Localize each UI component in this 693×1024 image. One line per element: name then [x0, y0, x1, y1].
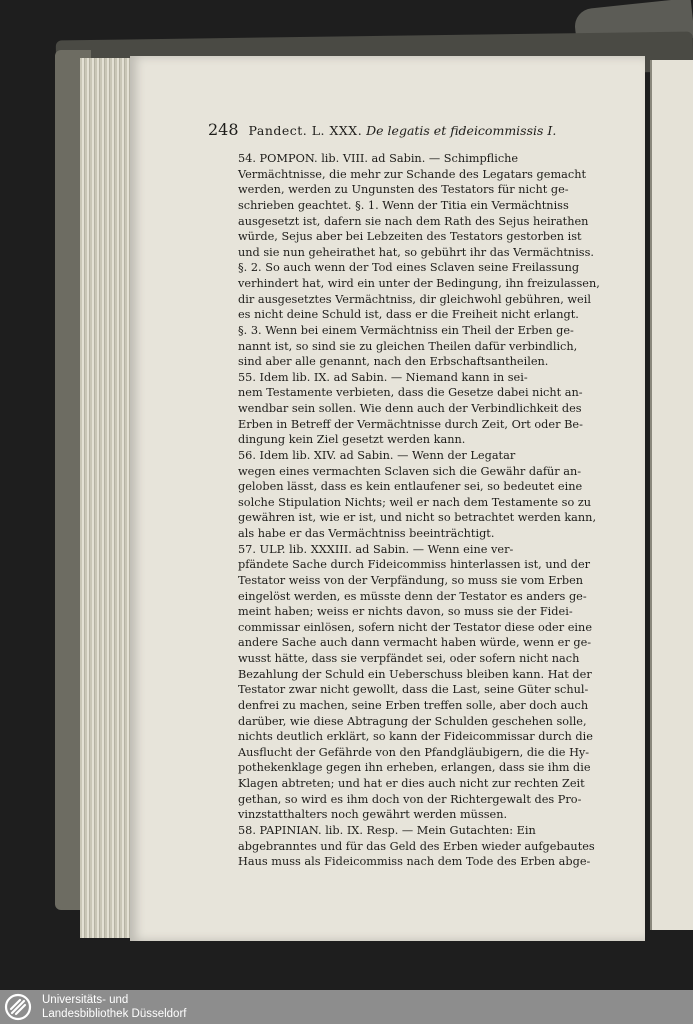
text-line: darüber, wie diese Abtragung der Schulden geschehen solle,: [238, 714, 587, 728]
running-head: [208, 120, 608, 141]
paragraph: [208, 370, 608, 448]
text-line: ausgesetzt ist, dafern sie nach dem Rath des Sejus heirathen: [238, 214, 589, 228]
text-line: verhindert hat, wird ein unter der Bedingung, ihn freizulassen,: [238, 277, 600, 290]
page-number: 248: [208, 120, 239, 139]
text-line: es nicht deine Schuld ist, dass er die Freiheit nicht erlangt.: [238, 308, 579, 322]
text-line: sind aber alle genannt, nach den Erbschaftsantheilen.: [238, 355, 549, 369]
text-line: pothekenklage gegen ihn erheben, erlangen, dass sie ihm die: [238, 761, 591, 775]
paragraphs: [208, 151, 608, 870]
paragraph: [208, 448, 608, 542]
running-head-book: Pandect. L. XXX.: [248, 123, 363, 138]
text-line: andere Sache auch dann vermacht haben würde, wenn er ge-: [238, 636, 592, 650]
text-line: gethan, so wird es ihm doch von der Richtergewalt des Pro-: [238, 792, 582, 806]
text-line: Klagen abtreten; und hat er dies auch nicht zur rechten Zeit: [238, 777, 585, 790]
text-line: 58. PAPINIAN. lib. IX. Resp. — Mein Gutachten: Ein: [238, 823, 536, 837]
text-line: 56. Idem lib. XIV. ad Sabin. — Wenn der Legatar: [238, 448, 516, 462]
text-line: Ausflucht der Gefährde von den Pfandgläubigern, die die Hy-: [238, 745, 590, 759]
text-line: vinzstatthalters noch gewährt werden müssen.: [238, 808, 508, 822]
text-line: Haus muss als Fideicommiss nach dem Tode des Erben abge-: [238, 855, 591, 869]
text-line: als habe er das Vermächtniss beeinträchtigt.: [238, 527, 495, 540]
text-line: 57. ULP. lib. XXXIII. ad Sabin. — Wenn eine ver-: [238, 542, 514, 556]
text-line: commissar einlösen, sofern nicht der Testator diese oder eine: [238, 620, 592, 634]
library-name[interactable]: [42, 993, 186, 1021]
text-line: pfändete Sache durch Fideicommiss hinterlassen ist, und der: [238, 558, 591, 572]
text-line: nem Testamente verbieten, dass die Gesetze dabei nicht an-: [238, 386, 583, 400]
text-line: solche Stipulation Nichts; weil er nach dem Testamente so zu: [238, 495, 592, 509]
library-name-line2: Landesbibliothek Düsseldorf: [42, 1008, 187, 1020]
text-line: 55. Idem lib. IX. ad Sabin. — Niemand kann in sei-: [238, 370, 528, 384]
text-line: Testator weiss von der Verpfändung, so muss sie vom Erben: [238, 573, 584, 587]
text-line: dingung kein Ziel gesetzt werden kann.: [238, 433, 466, 447]
text-line: dir ausgesetztes Vermächtniss, dir gleichwohl gebühren, weil: [238, 292, 591, 306]
paragraph: [208, 542, 608, 823]
text-line: würde, Sejus aber bei Lebzeiten des Testators gestorben ist: [238, 230, 582, 244]
text-line: Erben in Betreff der Vermächtnisse durch Zeit, Ort oder Be-: [238, 417, 583, 431]
library-logo-icon[interactable]: [4, 993, 32, 1021]
text-line: denfrei zu machen, seine Erben treffen solle, aber doch auch: [238, 698, 589, 712]
text-line: §. 3. Wenn bei einem Vermächtniss ein Theil der Erben ge-: [238, 323, 574, 337]
text-line: nannt ist, so sind sie zu gleichen Theilen dafür verbindlich,: [238, 339, 578, 353]
text-line: meint haben; weiss er nichts davon, so muss sie der Fidei-: [238, 605, 573, 619]
text-line: §. 2. So auch wenn der Tod eines Sclaven seine Freilassung: [238, 261, 580, 275]
facing-page-edge: [650, 60, 693, 930]
running-head-title: De legatis et fideicommissis I.: [366, 123, 557, 138]
text-line: geloben lässt, dass es kein entlaufener sei, so bedeutet eine: [238, 480, 583, 494]
text-line: gewähren ist, wie er ist, und nicht so betrachtet werden kann,: [238, 511, 597, 525]
text-line: nichts deutlich erklärt, so kann der Fideicommissar durch die: [238, 730, 593, 744]
text-line: wusst hätte, dass sie verpfändet sei, oder sofern nicht nach: [238, 652, 580, 665]
text-line: Testator zwar nicht gewollt, dass die Last, seine Güter schul-: [238, 683, 589, 697]
library-name-line1: Universitäts- und: [42, 994, 129, 1006]
text-line: eingelöst werden, es müsste denn der Testator es anders ge-: [238, 589, 587, 603]
text-line: schrieben geachtet. §. 1. Wenn der Titia ein Vermächtniss: [238, 198, 569, 212]
text-line: werden, werden zu Ungunsten des Testators für nicht ge-: [238, 183, 569, 197]
page-text: [208, 120, 608, 870]
paragraph: [208, 151, 608, 370]
text-line: Vermächtnisse, die mehr zur Schande des Legatars gemacht: [238, 167, 587, 181]
text-line: wendbar sein sollen. Wie denn auch der Verbindlichkeit des: [238, 402, 582, 415]
text-line: und sie nun geheirathet hat, so gebührt ihr das Vermächtniss.: [238, 245, 594, 259]
text-line: 54. POMPON. lib. VIII. ad Sabin. — Schimpfliche: [238, 152, 519, 165]
text-line: Bezahlung der Schuld ein Ueberschuss bleiben kann. Hat der: [238, 667, 592, 681]
text-line: wegen eines vermachten Sclaven sich die Gewähr dafür an-: [238, 464, 582, 478]
text-line: abgebranntes und für das Geld des Erben wieder aufgebautes: [238, 839, 595, 853]
paragraph: [208, 823, 608, 870]
